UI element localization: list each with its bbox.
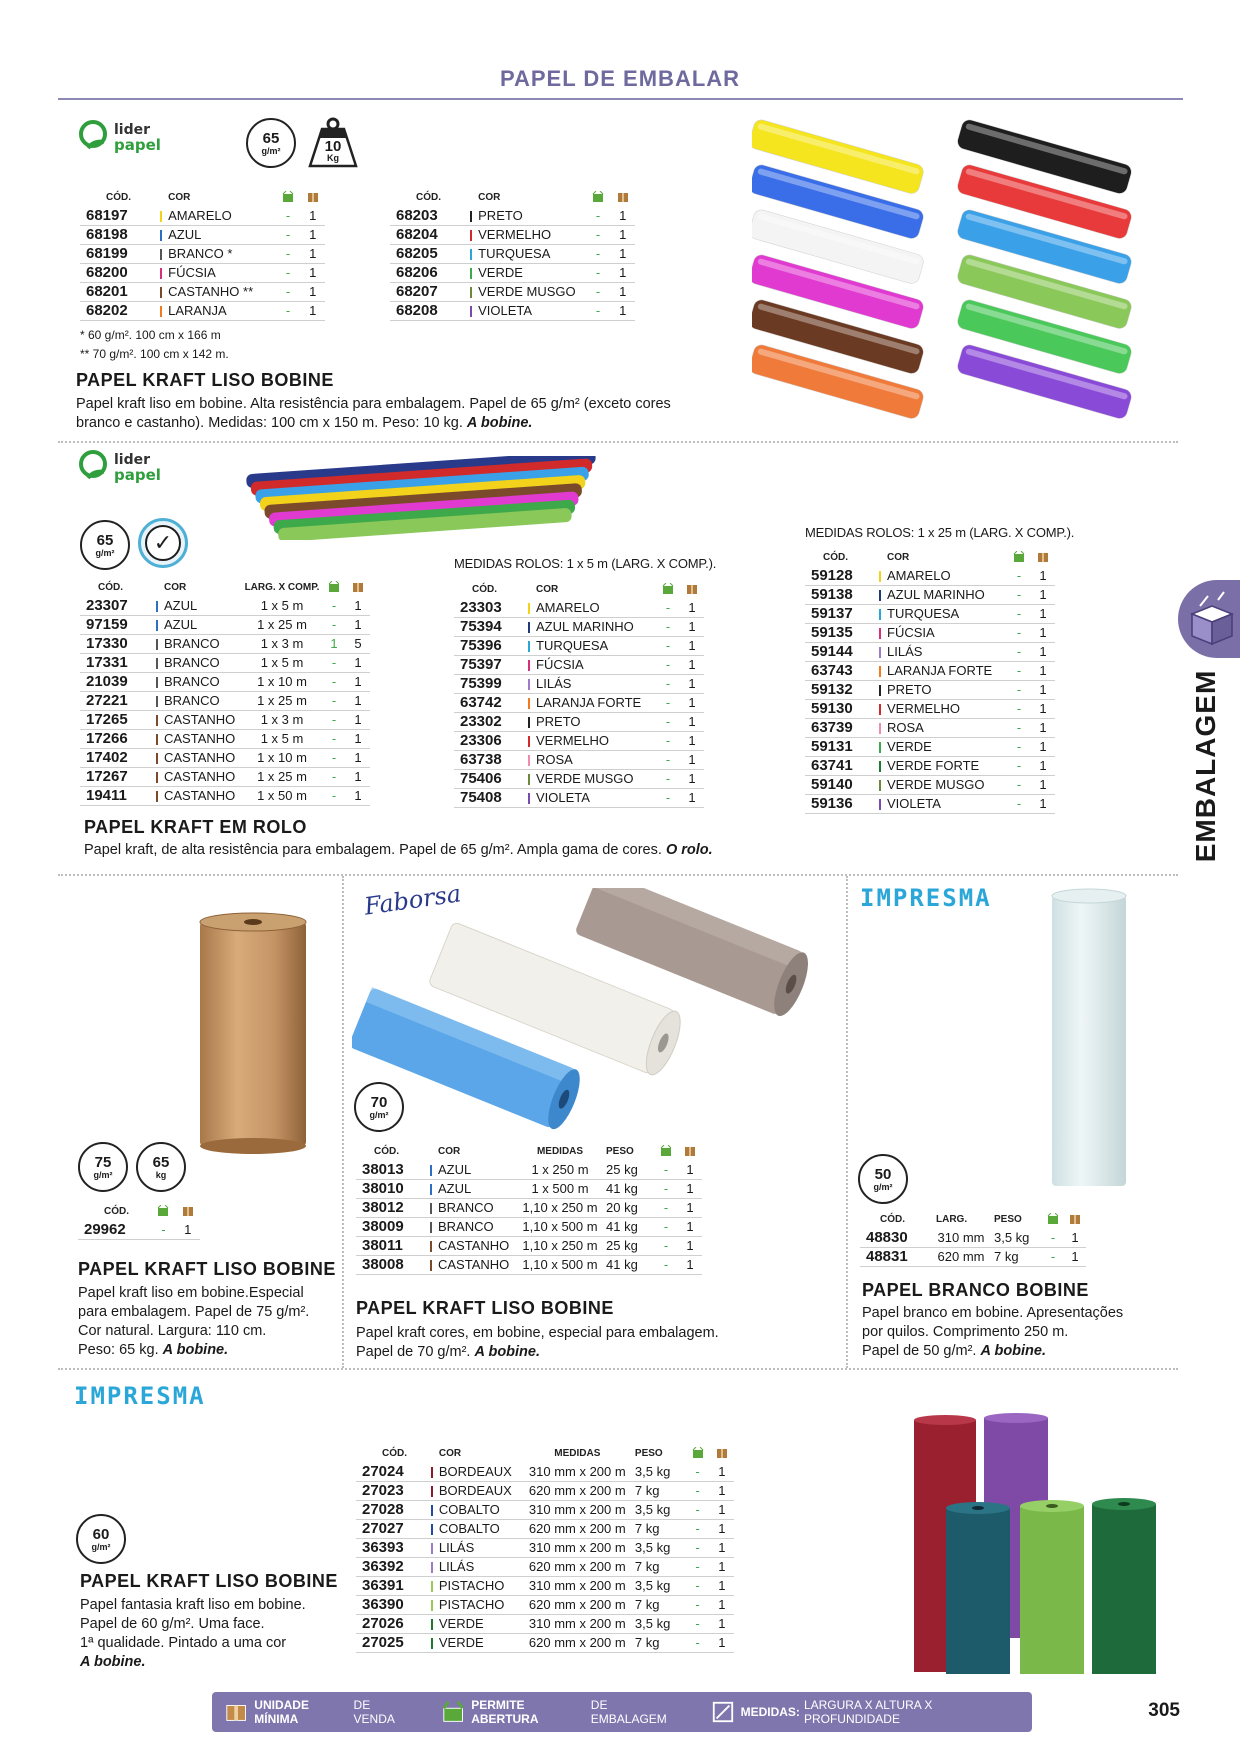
color-indicator xyxy=(150,691,164,710)
color-indicator xyxy=(464,206,478,225)
color-indicator xyxy=(522,693,536,712)
open-package-icon xyxy=(157,1205,169,1217)
color-indicator xyxy=(464,301,478,320)
color-indicator xyxy=(522,769,536,788)
color-indicator xyxy=(425,1595,439,1614)
color-indicator xyxy=(150,786,164,805)
color-indicator xyxy=(154,206,168,225)
table-row: 48831 620 mm 7 kg - 1 xyxy=(860,1247,1086,1266)
table-row: 59140 VERDE MUSGO - 1 xyxy=(805,775,1055,794)
table-row: 63738 ROSA - 1 xyxy=(454,750,704,769)
min-unit-icon xyxy=(1069,1213,1081,1225)
table-row: 75406 VERDE MUSGO - 1 xyxy=(454,769,704,788)
leaf-logo-icon xyxy=(78,448,112,488)
table-row: 27023 BORDEAUX 620 mm x 200 m 7 kg - 1 xyxy=(356,1481,734,1500)
table-row: 75408 VIOLETA - 1 xyxy=(454,788,704,807)
weight-badge: 65 g/m² xyxy=(80,520,130,570)
color-indicator xyxy=(873,661,887,680)
white-paper-roll-image xyxy=(1046,888,1132,1194)
color-indicator xyxy=(873,718,887,737)
table-row: 27025 VERDE 620 mm x 200 m 7 kg - 1 xyxy=(356,1633,734,1652)
table-row: 59128 AMARELO - 1 xyxy=(805,566,1055,585)
table-row: 38010 AZUL 1 x 500 m 41 kg - 1 xyxy=(356,1179,702,1198)
color-indicator xyxy=(873,604,887,623)
impresma-logo: IMPRESMA xyxy=(74,1382,206,1410)
table-row: 36392 LILÁS 620 mm x 200 m 7 kg - 1 xyxy=(356,1557,734,1576)
table-row: 23302 PRETO - 1 xyxy=(454,712,704,731)
color-indicator xyxy=(873,699,887,718)
color-indicator xyxy=(522,674,536,693)
min-unit-icon xyxy=(352,581,364,593)
product-table: CÓD. COR MEDIDAS PESO 27024 BORDEAUX 310 mm x 200 m 3,5 kg - 1 27023 BORDEAUX 620 mm x 200 m 7 kg - 1 27028 COBALTO 310 mm x 200 m 3,5 kg - 1 27027 COBALTO 620 mm x 200 m 7 kg - 1 36393 LILÁS 310 mm x 200 m 3,5 kg - 1 36392 LILÁS 620 mm x 200 m 7 kg - 1 36391 PISTACHO 310 mm x 200 m 3,5 kg - 1 36390 PISTACHO 620 mm x 200 m 7 kg - 1 27026 VERDE 310 mm x 200 m 3,5 kg - 1 27025 VERDE 620 mm x 200 m 7 kg - 1 xyxy=(356,1444,734,1653)
product-table: CÓD. 29962 - 1 xyxy=(78,1202,200,1240)
table-row: 75397 FÚCSIA - 1 xyxy=(454,655,704,674)
open-package-icon xyxy=(692,1447,704,1459)
table-row: 17330 BRANCO 1 x 3 m 1 5 xyxy=(80,634,370,653)
product-description: Papel kraft, de alta resistência para embalagem. Papel de 65 g/m². Ampla gama de cores. O rolo. xyxy=(84,842,713,858)
measures-icon xyxy=(711,1699,735,1725)
footnote: * 60 g/m². 100 cm x 166 m xyxy=(80,328,221,342)
column-divider xyxy=(342,876,344,1368)
color-indicator xyxy=(425,1519,439,1538)
table-row: 36393 LILÁS 310 mm x 200 m 3,5 kg - 1 xyxy=(356,1538,734,1557)
color-indicator xyxy=(873,756,887,775)
table-row: 63742 LARANJA FORTE - 1 xyxy=(454,693,704,712)
table-row: 68203 PRETO - 1 xyxy=(390,206,635,225)
min-unit-icon xyxy=(686,583,698,595)
color-indicator xyxy=(150,672,164,691)
color-indicator xyxy=(522,712,536,731)
weight-badge: 70 g/m² xyxy=(354,1082,404,1132)
color-indicator xyxy=(150,653,164,672)
product-description: Papel kraft cores, em bobine, especial para embalagem. Papel de 70 g/m². A bobine. xyxy=(356,1325,719,1360)
table-row: 59135 FÚCSIA - 1 xyxy=(805,623,1055,642)
product-title: PAPEL KRAFT LISO BOBINE xyxy=(80,1571,338,1591)
color-indicator xyxy=(873,794,887,813)
box-icon xyxy=(1178,580,1240,658)
table-row: 23303 AMARELO - 1 xyxy=(454,598,704,617)
table-row: 36391 PISTACHO 310 mm x 200 m 3,5 kg - 1 xyxy=(356,1576,734,1595)
color-indicator xyxy=(464,282,478,301)
paper-rolls-image xyxy=(352,888,834,1148)
min-unit-icon xyxy=(1037,551,1049,563)
color-indicator xyxy=(425,1633,439,1652)
table-subheading: MEDIDAS ROLOS: 1 x 25 m (LARG. X COMP.). xyxy=(805,525,1075,540)
title-rule xyxy=(58,98,1183,100)
table-row: 38013 AZUL 1 x 250 m 25 kg - 1 xyxy=(356,1160,702,1179)
legend-open-package: PERMITE ABERTURA DE EMBALAGEM xyxy=(429,1698,681,1726)
table-row: 17331 BRANCO 1 x 5 m - 1 xyxy=(80,653,370,672)
color-indicator xyxy=(873,642,887,661)
table-row: 19411 CASTANHO 1 x 50 m - 1 xyxy=(80,786,370,805)
table-row: 59132 PRETO - 1 xyxy=(805,680,1055,699)
color-indicator xyxy=(873,623,887,642)
open-package-icon xyxy=(1013,551,1025,563)
color-indicator xyxy=(424,1198,438,1217)
color-indicator xyxy=(873,680,887,699)
paper-rolls-bundle-image xyxy=(244,456,614,540)
table-row: 97159 AZUL 1 x 25 m - 1 xyxy=(80,615,370,634)
min-unit-icon xyxy=(224,1699,248,1725)
color-indicator xyxy=(425,1538,439,1557)
legend-measures: MEDIDAS: LARGURA X ALTURA X PROFUNDIDADE xyxy=(699,1698,1014,1726)
table-row: 29962 - 1 xyxy=(78,1220,200,1239)
legend-min-unit: UNIDADE MÍNIMA DE VENDA xyxy=(212,1698,411,1726)
open-package-icon xyxy=(662,583,674,595)
product-table-left: CÓD. COR 68197 AMARELO - 1 68198 AZUL - 1 68199 BRANCO * - 1 68200 FÚCSIA - 1 68201 CASTANHO ** - 1 68202 LARANJA - 1 xyxy=(80,188,325,321)
color-indicator xyxy=(873,585,887,604)
table-row: 68208 VIOLETA - 1 xyxy=(390,301,635,320)
page-number: 305 xyxy=(1148,1700,1180,1721)
color-indicator xyxy=(425,1462,439,1481)
table-row: 68200 FÚCSIA - 1 xyxy=(80,263,325,282)
open-package-icon xyxy=(441,1699,465,1725)
table-row: 59138 AZUL MARINHO - 1 xyxy=(805,585,1055,604)
leaf-logo-icon xyxy=(78,118,112,158)
lider-papel-logo: lider papel xyxy=(78,448,161,488)
color-indicator xyxy=(522,598,536,617)
table-row: 63739 ROSA - 1 xyxy=(805,718,1055,737)
table-row: 59130 VERMELHO - 1 xyxy=(805,699,1055,718)
color-indicator xyxy=(873,566,887,585)
page-title: PAPEL DE EMBALAR xyxy=(499,66,741,91)
kg-badge: 65 kg xyxy=(136,1142,186,1192)
weight-badge: 65 g/m² xyxy=(246,118,296,168)
min-unit-icon xyxy=(684,1145,696,1157)
product-description: Papel fantasia kraft liso em bobine. Papel de 60 g/m². Uma face. 1ª qualidade. Pintado a uma cor A bobine. xyxy=(80,1597,306,1670)
product-description: Papel kraft liso em bobine.Especial para embalagem. Papel de 75 g/m². Cor natural. Largura: 110 cm. Peso: 65 kg. A bobine. xyxy=(78,1285,310,1358)
color-indicator xyxy=(522,788,536,807)
product-title: PAPEL BRANCO BOBINE xyxy=(862,1280,1089,1300)
color-indicator xyxy=(154,225,168,244)
color-indicator xyxy=(424,1179,438,1198)
color-indicator xyxy=(522,655,536,674)
table-row: 27221 BRANCO 1 x 25 m - 1 xyxy=(80,691,370,710)
table-row: 27028 COBALTO 310 mm x 200 m 3,5 kg - 1 xyxy=(356,1500,734,1519)
color-indicator xyxy=(150,729,164,748)
color-indicator xyxy=(522,636,536,655)
open-package-icon xyxy=(592,191,604,203)
table-row: 68205 TURQUESA - 1 xyxy=(390,244,635,263)
color-indicator xyxy=(522,731,536,750)
table-row: 23306 VERMELHO - 1 xyxy=(454,731,704,750)
min-unit-icon xyxy=(617,191,629,203)
color-indicator xyxy=(150,596,164,615)
colored-rolls-image xyxy=(752,118,1152,428)
table-row: 68201 CASTANHO ** - 1 xyxy=(80,282,325,301)
min-unit-icon xyxy=(307,191,319,203)
table-row: 75396 TURQUESA - 1 xyxy=(454,636,704,655)
product-table-right: CÓD. COR 68203 PRETO - 1 68204 VERMELHO - 1 68205 TURQUESA - 1 68206 VERDE - 1 68207 VERDE MUSGO - 1 68208 VIOLETA - 1 xyxy=(390,188,635,321)
product-table: CÓD. COR 59128 AMARELO - 1 59138 AZUL MARINHO - 1 59137 TURQUESA - 1 59135 FÚCSIA - 1 59144 LILÁS - 1 63743 LARANJA FORTE - 1 59132 PRETO - 1 59130 VERMELHO - 1 63739 ROSA - 1 59131 VERDE - 1 63741 VERDE FORTE - 1 59140 VERDE MUSGO - 1 59136 VIOLETA - 1 xyxy=(805,548,1055,814)
table-row: 75394 AZUL MARINHO - 1 xyxy=(454,617,704,636)
section-divider xyxy=(58,441,1178,443)
open-package-icon xyxy=(660,1145,672,1157)
colored-kraft-rolls-image xyxy=(904,1412,1166,1674)
color-indicator xyxy=(873,775,887,794)
table-row: 68206 VERDE - 1 xyxy=(390,263,635,282)
table-row: 17402 CASTANHO 1 x 10 m - 1 xyxy=(80,748,370,767)
table-row: 59137 TURQUESA - 1 xyxy=(805,604,1055,623)
table-row: 38012 BRANCO 1,10 x 250 m 20 kg - 1 xyxy=(356,1198,702,1217)
legend-bar xyxy=(212,1692,1032,1732)
impresma-logo: IMPRESMA xyxy=(860,884,992,912)
product-title: PAPEL KRAFT EM ROLO xyxy=(84,817,307,837)
quality-certification-icon: ✓ xyxy=(138,518,188,568)
product-table: CÓD. LARG. PESO 48830 310 mm 3,5 kg - 1 48831 620 mm 7 kg - 1 xyxy=(860,1210,1086,1267)
color-indicator xyxy=(425,1500,439,1519)
table-row: 23307 AZUL 1 x 5 m - 1 xyxy=(80,596,370,615)
color-indicator xyxy=(150,748,164,767)
table-row: 59144 LILÁS - 1 xyxy=(805,642,1055,661)
weight-badge: 50 g/m² xyxy=(858,1154,908,1204)
table-row: 68202 LARANJA - 1 xyxy=(80,301,325,320)
open-package-icon xyxy=(1047,1213,1059,1225)
kraft-roll-image xyxy=(196,912,312,1156)
color-indicator xyxy=(425,1614,439,1633)
section-divider xyxy=(58,874,1178,876)
product-title: PAPEL KRAFT LISO BOBINE xyxy=(356,1298,614,1318)
side-label: EMBALAGEM xyxy=(1190,669,1221,863)
table-row: 17267 CASTANHO 1 x 25 m - 1 xyxy=(80,767,370,786)
table-row: 59131 VERDE - 1 xyxy=(805,737,1055,756)
color-indicator xyxy=(154,282,168,301)
faborsa-logo: Faborsa xyxy=(362,879,463,921)
weight-badge: 75 g/m² xyxy=(78,1142,128,1192)
table-row: 17265 CASTANHO 1 x 3 m - 1 xyxy=(80,710,370,729)
table-row: 68198 AZUL - 1 xyxy=(80,225,325,244)
column-divider xyxy=(846,876,848,1368)
table-row: 68204 VERMELHO - 1 xyxy=(390,225,635,244)
table-row: 38009 BRANCO 1,10 x 500 m 41 kg - 1 xyxy=(356,1217,702,1236)
product-table: CÓD. COR 23303 AMARELO - 1 75394 AZUL MARINHO - 1 75396 TURQUESA - 1 75397 FÚCSIA - 1 75399 LILÁS - 1 63742 LARANJA FORTE - 1 23302 PRETO - 1 23306 VERMELHO - 1 63738 ROSA - 1 75406 VERDE MUSGO - 1 75408 VIOLETA - 1 xyxy=(454,580,704,808)
lider-papel-logo: lider papel xyxy=(78,118,161,158)
table-row: 38008 CASTANHO 1,10 x 500 m 41 kg - 1 xyxy=(356,1255,702,1274)
product-description: Papel kraft liso em bobine. Alta resistência para embalagem. Papel de 65 g/m² (exceto cores branco e castanho). Medidas: 100 cm x 150 m. Peso: 10 kg. A bobine. xyxy=(76,396,671,431)
color-indicator xyxy=(873,737,887,756)
table-row: 27027 COBALTO 620 mm x 200 m 7 kg - 1 xyxy=(356,1519,734,1538)
table-row: 21039 BRANCO 1 x 10 m - 1 xyxy=(80,672,370,691)
color-indicator xyxy=(464,244,478,263)
color-indicator xyxy=(150,710,164,729)
table-row: 27026 VERDE 310 mm x 200 m 3,5 kg - 1 xyxy=(356,1614,734,1633)
color-indicator xyxy=(424,1160,438,1179)
table-row: 59136 VIOLETA - 1 xyxy=(805,794,1055,813)
section-tab[interactable] xyxy=(1178,580,1240,658)
table-row: 27024 BORDEAUX 310 mm x 200 m 3,5 kg - 1 xyxy=(356,1462,734,1481)
table-row: 17266 CASTANHO 1 x 5 m - 1 xyxy=(80,729,370,748)
color-indicator xyxy=(150,615,164,634)
color-indicator xyxy=(424,1255,438,1274)
footnote: ** 70 g/m². 100 cm x 142 m. xyxy=(80,347,229,361)
table-subheading: MEDIDAS ROLOS: 1 x 5 m (LARG. X COMP.). xyxy=(454,556,717,571)
product-table: CÓD. COR MEDIDAS PESO 38013 AZUL 1 x 250 m 25 kg - 1 38010 AZUL 1 x 500 m 41 kg - 1 38012 BRANCO 1,10 x 250 m 20 kg - 1 38009 BRANCO 1,10 x 500 m 41 kg - 1 38011 CASTANHO 1,10 x 250 m 25 kg - 1 38008 CASTANHO 1,10 x 500 m 41 kg - 1 xyxy=(356,1142,702,1275)
color-indicator xyxy=(150,767,164,786)
product-description: Papel branco em bobine. Apresentações por quilos. Comprimento 250 m. Papel de 50 g/m². A bobine. xyxy=(862,1305,1124,1359)
color-indicator xyxy=(424,1236,438,1255)
table-row: 63741 VERDE FORTE - 1 xyxy=(805,756,1055,775)
color-indicator xyxy=(154,244,168,263)
min-unit-icon xyxy=(716,1447,728,1459)
color-indicator xyxy=(522,617,536,636)
table-row: 36390 PISTACHO 620 mm x 200 m 7 kg - 1 xyxy=(356,1595,734,1614)
open-package-icon xyxy=(282,191,294,203)
table-row: 68207 VERDE MUSGO - 1 xyxy=(390,282,635,301)
min-unit-icon xyxy=(182,1205,194,1217)
color-indicator xyxy=(424,1217,438,1236)
table-row: 75399 LILÁS - 1 xyxy=(454,674,704,693)
color-indicator xyxy=(425,1557,439,1576)
table-row: 68199 BRANCO * - 1 xyxy=(80,244,325,263)
color-indicator xyxy=(154,301,168,320)
color-indicator xyxy=(425,1481,439,1500)
table-row: 68197 AMARELO - 1 xyxy=(80,206,325,225)
product-title: PAPEL KRAFT LISO BOBINE xyxy=(78,1259,336,1279)
color-indicator xyxy=(150,634,164,653)
color-indicator xyxy=(154,263,168,282)
color-indicator xyxy=(425,1576,439,1595)
color-indicator xyxy=(464,263,478,282)
product-title: PAPEL KRAFT LISO BOBINE xyxy=(76,370,334,390)
section-divider xyxy=(58,1368,1178,1370)
kg-weight-badge: 10 Kg xyxy=(308,116,358,168)
color-indicator xyxy=(522,750,536,769)
color-indicator xyxy=(464,225,478,244)
open-package-icon xyxy=(328,581,340,593)
table-row: 63743 LARANJA FORTE - 1 xyxy=(805,661,1055,680)
table-row: 38011 CASTANHO 1,10 x 250 m 25 kg - 1 xyxy=(356,1236,702,1255)
weight-badge: 60 g/m² xyxy=(76,1514,126,1564)
table-row: 48830 310 mm 3,5 kg - 1 xyxy=(860,1228,1086,1247)
product-table: CÓD. COR LARG. X COMP. 23307 AZUL 1 x 5 m - 1 97159 AZUL 1 x 25 m - 1 17330 BRANCO 1 x 3 m 1 5 17331 BRANCO 1 x 5 m - 1 21039 BRANCO 1 x 10 m - 1 27221 BRANCO 1 x 25 m - 1 17265 CASTANHO 1 x 3 m - 1 17266 CASTANHO 1 x 5 m - 1 17402 CASTANHO 1 x 10 m - 1 17267 CASTANHO 1 x 25 m - 1 19411 CASTANHO 1 x 50 m - 1 xyxy=(80,578,370,806)
